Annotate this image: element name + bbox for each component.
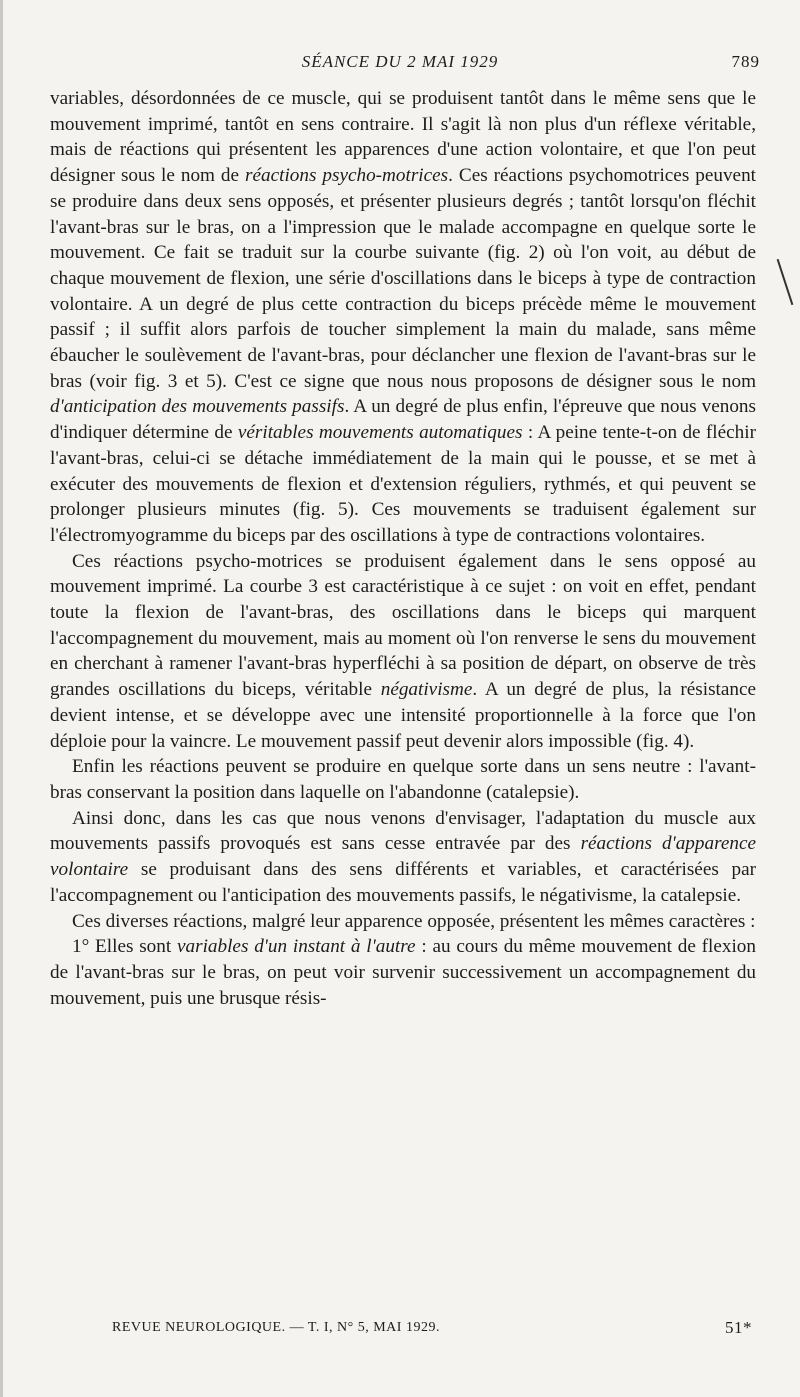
text-run: variables, désordonnées de ce muscle, qui se produisent tantôt dans le même sens que le mouvement imprimé, tantôt en sens contraire. Il s'agit là non plus d'un réflexe véritable, mais de réactions qui présentent les apparences d'une action volontaire, et que l'on peut désigner sous le nom de [50, 88, 756, 187]
italic-phrase: réactions d'apparence volontaire [50, 833, 756, 881]
italic-phrase: véritables mouvements automatiques [237, 422, 523, 444]
text-run: . A un degré de plus, la résistance devient intense, et se développe avec une intensité proportionnelle à la force que l'on déploie pour la vaincre. Le mouvement passif peut devenir alors impossible (fig. 4). [50, 679, 757, 752]
scan-edge [0, 0, 3, 1397]
text-run: : A peine tente-t-on de fléchir l'avant-bras, celui-ci se détache immédiatement de la main qui le pousse, et se met à exécuter des mouvements de flexion et d'extension réguliers, rythmés, et qui peuvent se prolonger plusieurs minutes (fig. 5). Ces mouvements se traduisent également sur l'électromyogramme du biceps par des oscillations à type de contractions volontaires. [50, 422, 756, 546]
italic-phrase: d'anticipation des mouvements passifs [50, 396, 345, 418]
body-text [50, 86, 756, 1011]
paragraph [50, 806, 756, 909]
text-run: . A un degré de plus enfin, l'épreuve que nous venons d'indiquer détermine de [50, 396, 756, 444]
margin-pencil-mark [777, 259, 794, 305]
italic-phrase: réactions psycho-motrices [245, 165, 449, 187]
journal-citation: REVUE NEUROLOGIQUE. — T. I, N° 5, MAI 1929. [112, 1320, 440, 1335]
italic-phrase: négativisme [380, 679, 473, 701]
text-run: : au cours du même mouvement de flexion de l'avant-bras sur le bras, on peut voir survenir successivement un accompagnement du mouvement, puis une brusque résis- [50, 936, 756, 1009]
text-run: 1° Elles sont [72, 936, 177, 958]
running-head [40, 52, 760, 76]
text-run: . Ces réactions psychomotrices peuvent se produire dans deux sens opposés, et présenter plusieurs degrés ; tantôt lorsqu'on fléchit l'avant-bras sur le bras, on a l'impression que le malade accompagne en quelque sorte le mouvement. Ce fait se traduit sur la courbe suivante (fig. 2) où l'on voit, au début de chaque mouvement de flexion, une série d'oscillations dans le biceps à type de contraction volontaire. A un degré de plus cette contraction du biceps précède même le mouvement passif ; il suffit alors parfois de toucher simplement la main du malade, sans même ébaucher le soulèvement de l'avant-bras, pour déclancher une flexion de l'avant-bras sur le bras (voir fig. 3 et 5). C'est ce signe que nous nous proposons de désigner sous le nom [50, 165, 756, 392]
paragraph [50, 549, 756, 755]
text-run: se produisant dans des sens différents et variables, et caractérisées par l'accompagnement ou l'anticipation des mouvements passifs, le négativisme, la catalepsie. [50, 859, 756, 906]
page-number: 789 [731, 52, 760, 71]
running-title: SÉANCE DU 2 MAI 1929 [301, 52, 499, 71]
signature-mark: 51* [725, 1318, 752, 1337]
paragraph [50, 754, 756, 805]
text-run: Enfin les réactions peuvent se produire en quelque sorte dans un sens neutre : l'avant-bras conservant la position dans laquelle on l'abandonne (catalepsie). [50, 756, 756, 803]
paragraph [50, 934, 756, 1011]
text-run: Ainsi donc, dans les cas que nous venons d'envisager, l'adaptation du muscle aux mouvements passifs provoqués est sans cesse entravée par des [50, 807, 756, 855]
footer [112, 1318, 752, 1344]
italic-phrase: variables d'un instant à l'autre [177, 936, 416, 958]
paragraph [50, 86, 756, 549]
text-run: Ces diverses réactions, malgré leur apparence opposée, présentent les mêmes caractères : [72, 910, 756, 932]
paragraph [50, 909, 756, 935]
text-run: Ces réactions psycho-motrices se produisent également dans le sens opposé au mouvement imprimé. La courbe 3 est caractéristique à ce sujet : on voit en effet, pendant toute la flexion de l'avant-bras, des oscillations dans le biceps qui marquent l'accompagnement du mouvement, mais au moment où l'on renverse le sens du mouvement en cherchant à ramener l'avant-bras hyperfléchi à sa position de départ, on observe de très grandes oscillations du biceps, véritable [50, 550, 756, 701]
